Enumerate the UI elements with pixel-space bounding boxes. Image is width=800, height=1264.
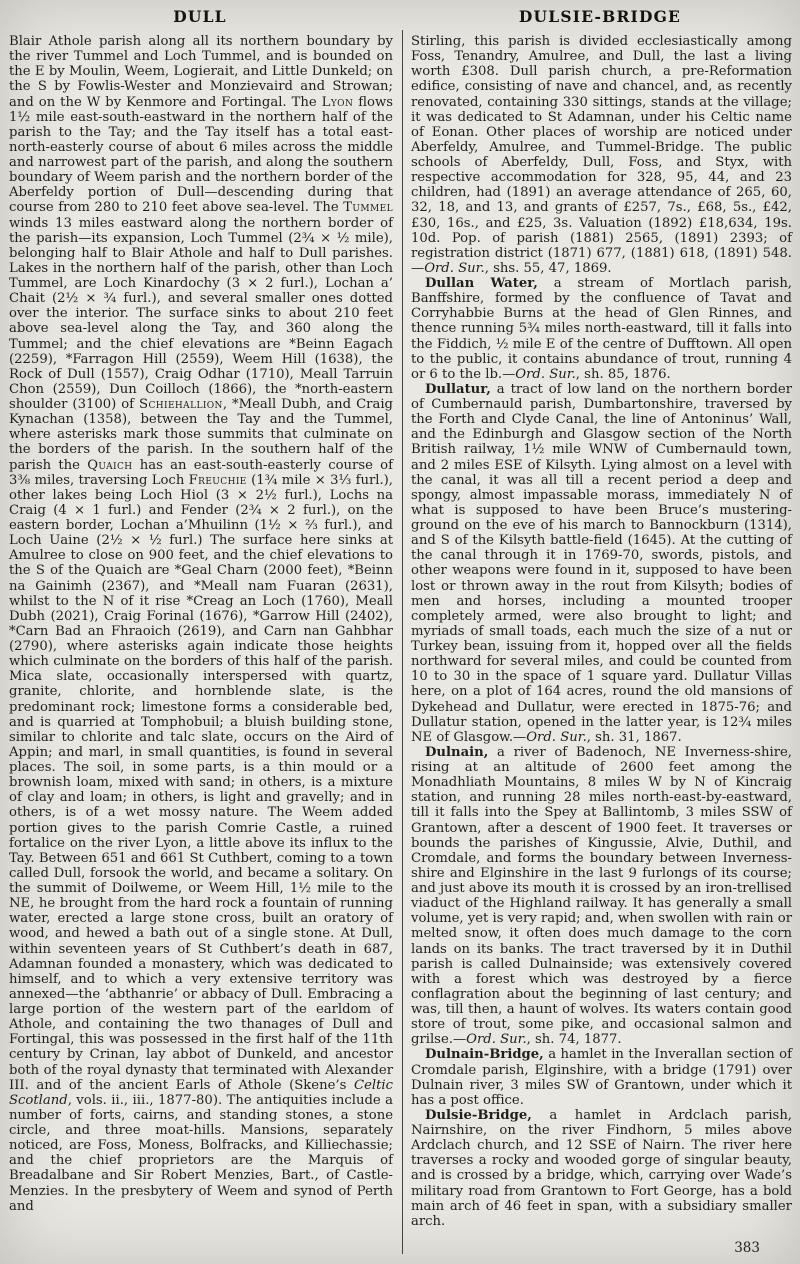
entry-name: Dulnain, [425, 744, 489, 760]
dull-entry-text [9, 34, 393, 1214]
text-run: has an east-south-easterly course of 3⅜ miles, traversing Loch [9, 457, 393, 488]
text-run: Ord. Sur. [526, 729, 587, 745]
text-run: a hamlet in the Inverallan section of Cromdale parish, Elginshire, with a bridge (1791) over Dulnain river, 3 miles SW of Grantown, under which it has a post office. [411, 1047, 792, 1108]
paragraph [411, 382, 792, 745]
paragraph [411, 1047, 792, 1108]
text-run: Ord. Sur. [424, 260, 485, 276]
text-run: Quaich [87, 457, 133, 473]
text-run: flows 1½ mile east-south-eastward in the northern half of the parish to the Tay; and the Tay itself has a total east-north-easterly course of about 6 miles across the middle and narrowest part of the parish, and along the southern boundary of Weem parish and the northern border of the Aberfeldy portion of Dull—descending during that course from 280 to 210 feet above sea-level. The [9, 94, 393, 216]
text-run: a tract of low land on the northern border of Cumbernauld parish, Dumbartonshire, traversed by the Forth and Clyde Canal, the line of Antoninus’ Wall, and the Edinburgh and Glasgow section of the North British railway, 1½ mile WNW of Cumbernauld town, and 2 miles ESE of Kilsyth. Lying almost on a level with the canal, it was all till a recent period a deep and spongy, almost impassable morass, immediately N of what is supposed to have been Bruce’s mustering-ground on the eve of his march to Bannockburn (1314), and S of the Kilsyth battle-field (1645). At the cutting of the canal through it in 1769-70, swords, pistols, and other weapons were found in it, supposed to have been lost or thrown away in the rout from Kilsyth; bodies of men and horses, including a mounted trooper completely armed, were also brought to light; and myriads of small toads, each much the size of a nut or Turkey bean, issuing from it, hopped over all the fields northward for several miles, and could be counted from 10 to 30 in the space of 1 square yard. Dullatur Villas here, on a plot of 164 acres, round the old mansions of Dykehead and Dullatur, were erected in 1875-76; and Dullatur station, opened in the latter year, is 12¾ miles NE of Glasgow.— [411, 381, 792, 745]
text-run: Lyon [321, 94, 354, 110]
text-run: Stirling, this parish is divided ecclesiastically among Foss, Tenandry, Amulree, and Dull, the last a living worth £308. Dull parish church, a pre-Reformation edifice, consisting of nave and chancel, and, as recently renovated, containing 330 sittings, stands at the village; it was dedicated to St Adamnan, under his Celtic name of Eonan. Other places of worship are noticed under Aberfeldy, Amulree, and Tummel-Bridge. The public schools of Aberfeldy, Dull, Foss, and Styx, with respective accommodation for 328, 95, 44, and 23 children, had (1891) an average attendance of 265, 60, 32, 18, and 13, and grants of £257, 7s., £68, 5s., £42, £30, 16s., and £25, 3s. Valuation (1892) £18,634, 19s. 10d. Pop. of parish (1881) 2565, (1891) 2393; of registration district (1871) 677, (1881) 618, (1891) 548.— [411, 34, 792, 276]
entries-text [411, 34, 792, 1229]
text-run: Freuchie [188, 472, 247, 488]
text-run: , shs. 55, 47, 1869. [484, 260, 612, 276]
text-run: Ord. Sur. [515, 366, 576, 382]
text-run: , sh. 85, 1876. [575, 366, 671, 382]
entry-name: Dullan Water, [425, 276, 538, 291]
paragraph [411, 34, 792, 276]
running-heads [0, 0, 800, 26]
text-run: , *Meall Dubh, and Craig Kynachan (1358), between the Tay and the Tummel, where asterisks mark those summits that culminate on the borders of the parish. In the southern half of the parish the [9, 397, 393, 473]
paragraph [411, 1108, 792, 1229]
entry-name: Dulnain-Bridge, [425, 1047, 544, 1063]
text-run: (1¾ mile × 3⅓ furl.), other lakes being Loch Hiol (3 × 2½ furl.), Lochs na Craig (4 × 1 furl.) and Fender (2¾ × 2 furl.), on the eastern border, Lochan a’Mhuilinn (1½ × ⅔ furl.), and Loch Uaine (2½ × ½ furl.) The surface here sinks at Amulree to close on 900 feet, and the chief elevations to the S of the Quaich are *Geal Charn (2000 feet), *Beinn na Gainimh (2367), and *Meall nam Fuaran (2631), whilst to the N of it rise *Creag an Loch (1760), Meall Dubh (2021), Craig Forinal (1676), *Garrow Hill (2402), *Carn Bad an Fhraoich (2619), and Carn nan Gahbhar (2790), where asterisks again indicate those heights which culminate on the borders of this half of the parish. Mica slate, occasionally interspersed with quartz, granite, chlorite, and hornblende slate, is the predominant rock; limestone forms a considerable bed, and is quarried at Tomphobuil; a bluish building stone, similar to chlorite and talc slate, occurs on the Aird of Appin; and marl, in small quantities, is found in several places. The soil, in some parts, is a thin mould or a brownish loam, mixed with sand; in others, is a mixture of clay and loam; in others, is light and gravelly; and in others, is of a wet mossy nature. The Weem added portion gives to the parish Comrie Castle, a ruined fortalice on the river Lyon, a little above its influx to the Tay. Between 651 and 661 St Cuthbert, coming to a town called Dull, forsook the world, and became a solitary. On the summit of Doilweme, or Weem Hill, 1½ mile to the NE, he brought from the hard rock a fountain of running water, erected a large stone cross, built an oratory of wood, and hewed a bath out of a single stone. At Dull, within seventeen years of St Cuthbert’s death in 687, Adamnan founded a monastery, which was dedicated to himself, and to which a very extensive territory was annexed—the ‘abthanrie’ or abbacy of Dull. Embracing a large portion of the western part of the earldom of Athole, and containing the two thanages of Dull and Fortingal, this was possessed in the first half of the 11th century by Crinan, lay abbot of Dunkeld, and ancestor both of the royal dynasty that terminated with Alexander III. and of the ancient Earls of Athole (Skene’s [9, 472, 393, 1093]
text-run: Celtic Scotland [9, 1077, 393, 1108]
paragraph [9, 34, 393, 1214]
page-number: 383 [734, 1240, 760, 1256]
left-column [0, 34, 400, 1256]
entry-name: Dulsie-Bridge, [425, 1107, 532, 1123]
text-run: , vols. ii., iii., 1877-80). The antiquities include a number of forts, cairns, and standing stones, a stone circle, and three moat-hills. Mansions, separately noticed, are Foss, Moness, Bolfracks, and Killiechassie; and the chief proprietors are the Marquis of Breadalbane and Sir Robert Menzies, Bart., of Castle-Menzies. In the presbytery of Weem and synod of Perth and [9, 1092, 393, 1214]
text-run: Schiehallion [139, 397, 223, 412]
entry-name: Dullatur, [425, 381, 491, 397]
text-columns [0, 34, 800, 1256]
paragraph [411, 745, 792, 1048]
text-run: a river of Badenoch, NE Inverness-shire, rising at an altitude of 2600 feet among the Monadhliath Mountains, 8 miles W by N of Kincraig station, and running 28 miles north-east-by-eastward, till it falls into the Spey at Ballintomb, 3 miles SSW of Grantown, after a descent of 1900 feet. It traverses or bounds the parishes of Kingussie, Alvie, Duthil, and Cromdale, and forms the boundary between Inverness-shire and Elginshire in the last 9 furlongs of its course; and just above its mouth it is crossed by an iron-trellised viaduct of the Highland railway. It has generally a small volume, yet is very rapid; and, when swollen with rain or melted snow, it often does much damage to the corn lands on its banks. The tract traversed by it in Duthil parish is called Dulnainside; was extensively covered with a forest which was destroyed by a fierce conflagration about the beginning of last century; and was, till then, a haunt of wolves. Its waters contain good store of trout, some pike, and occasional salmon and grilse.— [411, 744, 792, 1048]
column-divider [402, 30, 403, 1254]
text-run: a stream of Mortlach parish, Banffshire, formed by the confluence of Tavat and Corryhabbie Burns at the head of Glen Rinnes, and thence running 5¾ miles north-eastward, till it falls into the Fiddich, ½ mile E of the centre of Dufftown. All open to the public, it contains abundance of trout, running 4 or 6 to the lb.— [411, 276, 793, 382]
page-header-right: DULSIE-BRIDGE [518, 7, 682, 26]
text-run: , sh. 31, 1867. [586, 729, 682, 745]
page-header-left: DULL [173, 7, 227, 26]
text-run: , sh. 74, 1877. [526, 1032, 622, 1048]
paragraph [411, 276, 792, 382]
text-run: winds 13 miles eastward along the northern border of the parish—its expansion, Loch Tummel (2¾ × ½ mile), belonging half to Blair Athole and half to Dull parishes. Lakes in the northern half of the parish, other than Loch Tummel, are Loch Kinardochy (3 × 2 furl.), Lochan a’ Chait (2½ × ¾ furl.), and several smaller ones dotted over the interior. The surface sinks to about 210 feet above sea-level along the Tay, and 360 along the Tummel; and the chief elevations are *Beinn Eagach (2259), *Farragon Hill (2559), Weem Hill (1638), the Rock of Dull (1557), Craig Odhar (1710), Meall Tarruin Chon (2559), Dun Coilloch (1866), the *north-eastern shoulder (3100) of [9, 215, 393, 412]
right-column [400, 34, 800, 1256]
text-run: Tummel [343, 200, 393, 216]
text-run: a hamlet in Ardclach parish, Nairnshire, on the river Findhorn, 5 miles above Ardclach church, and 12 SSE of Nairn. The river here traverses a rocky and wooded gorge of singular beauty, and is crossed by a bridge, which, carrying over Wade’s military road from Grantown to Fort George, has a bold main arch of 46 feet in span, with a subsidiary smaller arch. [411, 1107, 792, 1229]
text-run: Ord. Sur. [466, 1032, 527, 1048]
text-run: Blair Athole parish along all its northern boundary by the river Tummel and Loch Tummel, and is bounded on the E by Moulin, Weem, Logierait, and Little Dunkeld; on the S by Fowlis-Wester and Monzievaird and Strowan; and on the W by Kenmore and Fortingal. The [9, 34, 393, 110]
